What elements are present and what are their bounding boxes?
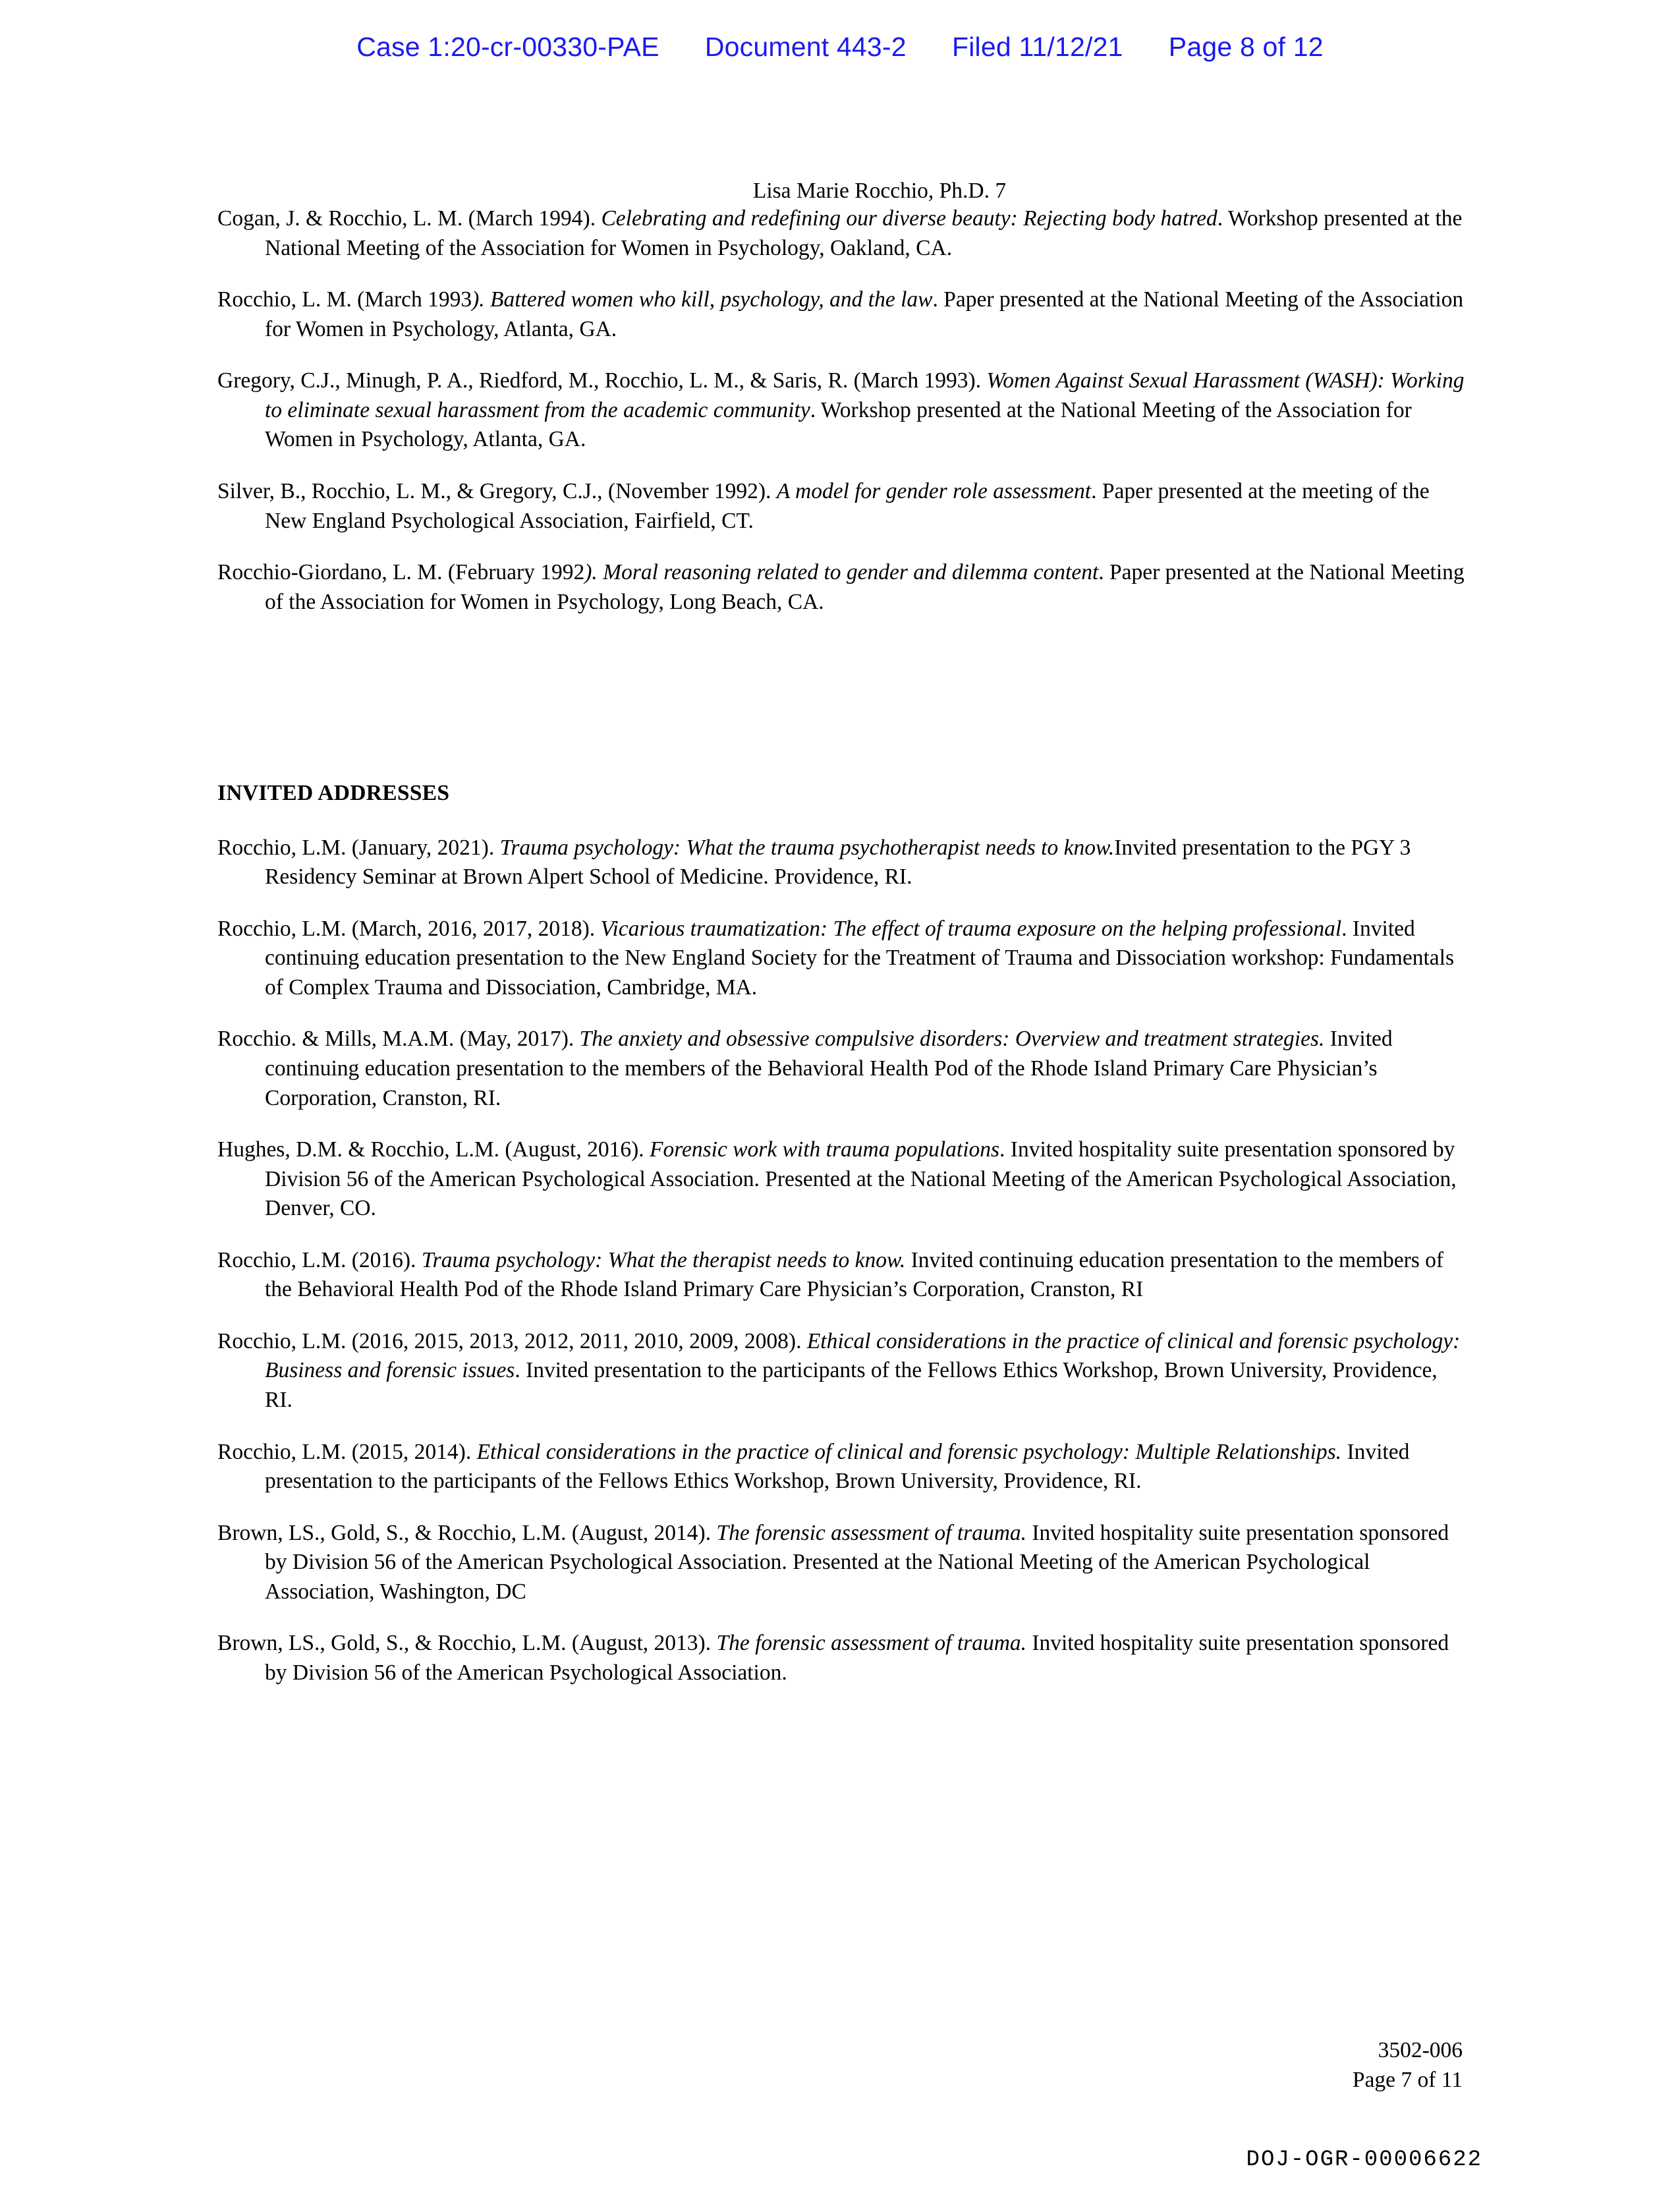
reference-authors-date: Silver, B., Rocchio, L. M., & Gregory, C.J., (November 1992). [217, 479, 777, 504]
reference-title: ). Battered women who kill, psychology, and the law [472, 287, 933, 312]
reference-authors-date: Rocchio, L. M. (March 1993 [217, 287, 472, 312]
reference-entry [217, 285, 1469, 344]
reference-entry [217, 1246, 1469, 1305]
reference-title: Ethical considerations in the practice of clinical and forensic psychology: Multiple Relationships. [476, 1439, 1342, 1464]
reference-authors-date: Rocchio, L.M. (2016, 2015, 2013, 2012, 2011, 2010, 2009, 2008). [217, 1328, 807, 1353]
reference-entry [217, 366, 1469, 455]
reference-title: Trauma psychology: What the trauma psychotherapist needs to know. [499, 835, 1115, 860]
reference-title: Forensic work with trauma populations [650, 1137, 1000, 1162]
reference-venue: . Invited continuing education presentation to the New England Society for the Treatment of Trauma and Dissociation workshop: Fundamentals of Complex Trauma and Dissociation, Cambridge, MA. [265, 916, 1454, 1000]
reference-venue: . Workshop presented at the National Meeting of the Association for Women in Psychology, Atlanta, GA. [265, 397, 1412, 452]
reference-venue: Invited continuing education presentation to the members of the Behavioral Health Pod of the Rhode Island Primary Care Physician’s Corporation, Cranston, RI. [265, 1027, 1393, 1110]
reference-venue: Invited hospitality suite presentation sponsored by Division 56 of the American Psychological Association. [265, 1631, 1449, 1685]
invited-addresses-list [217, 834, 1469, 1688]
reference-authors-date: Hughes, D.M. & Rocchio, L.M. (August, 2016). [217, 1137, 650, 1162]
reference-venue: . Workshop presented at the National Meeting of the Association for Women in Psychology, Oakland, CA. [265, 206, 1463, 260]
ecf-filed-date: Filed 11/12/21 [951, 32, 1123, 62]
reference-venue: Invited hospitality suite presentation sponsored by Division 56 of the American Psychological Association. Presented at the National Meeting of the American Psychological Association, Washington, DC [265, 1520, 1449, 1604]
reference-venue: Invited continuing education presentation to the members of the Behavioral Health Pod of the Rhode Island Primary Care Physician’s Corporation, Cranston, RI [265, 1247, 1444, 1302]
bates-number: DOJ-OGR-00006622 [1246, 2147, 1482, 2172]
reference-entry [217, 1135, 1469, 1224]
reference-title: The anxiety and obsessive compulsive disorders: Overview and treatment strategies. [579, 1027, 1325, 1052]
ecf-page-number: Page 8 of 12 [1168, 32, 1324, 62]
reference-authors-date: Rocchio. & Mills, M.A.M. (May, 2017). [217, 1027, 580, 1052]
reference-title: Vicarious traumatization: The effect of trauma exposure on the helping professional [600, 916, 1342, 941]
reference-authors-date: Brown, LS., Gold, S., & Rocchio, L.M. (August, 2013). [217, 1631, 717, 1656]
reference-authors-date: Rocchio, L.M. (2016). [217, 1247, 422, 1272]
reference-venue: . Paper presented at the National Meeting of the Association for Women in Psychology, Atlanta, GA. [265, 287, 1464, 341]
reference-title: The forensic assessment of trauma. [716, 1631, 1027, 1656]
reference-entry [217, 1025, 1469, 1113]
reference-title: ). Moral reasoning related to gender and dilemma content [584, 560, 1099, 585]
reference-entry [217, 1629, 1469, 1687]
ecf-case-stamp [0, 32, 1680, 63]
reference-entry [217, 1438, 1469, 1496]
reference-entry [217, 1327, 1469, 1415]
reference-venue: . Invited presentation to the participants of the Fellows Ethics Workshop, Brown University, Providence, RI. [265, 1358, 1438, 1412]
reference-entry [217, 834, 1469, 892]
reference-authors-date: Rocchio, L.M. (2015, 2014). [217, 1439, 477, 1464]
reference-venue: . Paper presented at the meeting of the New England Psychological Association, Fairfield, CT. [265, 479, 1430, 533]
reference-title: Celebrating and redefining our diverse beauty: Rejecting body hatred [601, 206, 1218, 231]
document-body [217, 178, 1469, 1710]
reference-entry [217, 915, 1469, 1003]
running-head: Lisa Marie Rocchio, Ph.D. 7 [752, 179, 1007, 203]
reference-authors-date: Gregory, C.J., Minugh, P. A., Riedford, M., Rocchio, L. M., & Saris, R. (March 1993). [217, 368, 987, 393]
reference-title: The forensic assessment of trauma. [716, 1520, 1027, 1545]
reference-title: Ethical considerations in the practice of clinical and forensic psychology: Business and forensic issues [265, 1328, 1461, 1383]
section-heading-invited-addresses: INVITED ADDRESSES [217, 781, 450, 806]
reference-title: Women Against Sexual Harassment (WASH): Working to eliminate sexual harassment from the academic community [265, 368, 1465, 422]
reference-entry [217, 204, 1469, 263]
reference-authors-date: Brown, LS., Gold, S., & Rocchio, L.M. (August, 2014). [217, 1520, 717, 1545]
publications-list [217, 204, 1469, 617]
reference-authors-date: Cogan, J. & Rocchio, L. M. (March 1994). [217, 206, 602, 231]
reference-venue: Invited presentation to the PGY 3 Residency Seminar at Brown Alpert School of Medicine. Providence, RI. [265, 835, 1411, 890]
section-spacer [217, 639, 1469, 718]
reference-authors-date: Rocchio, L.M. (March, 2016, 2017, 2018). [217, 916, 601, 941]
exhibit-number: 3502-006 [1378, 2037, 1463, 2062]
reference-entry [217, 1519, 1469, 1607]
reference-venue: . Paper presented at the National Meeting of the Association for Women in Psychology, Long Beach, CA. [265, 560, 1465, 614]
footer-page-label: Page 7 of 11 [1352, 2067, 1463, 2092]
reference-venue: Invited presentation to the participants of the Fellows Ethics Workshop, Brown University, Providence, RI. [265, 1439, 1410, 1494]
reference-authors-date: Rocchio-Giordano, L. M. (February 1992 [217, 560, 585, 585]
reference-entry [217, 477, 1469, 536]
ecf-case-number: Case 1:20-cr-00330-PAE [356, 32, 659, 62]
reference-entry [217, 558, 1469, 617]
reference-authors-date: Rocchio, L.M. (January, 2021). [217, 835, 500, 860]
reference-venue: . Invited hospitality suite presentation sponsored by Division 56 of the American Psychological Association. Presented at the National Meeting of the American Psychological Association, Denver, CO. [265, 1137, 1457, 1221]
document-footer [1353, 2035, 1463, 2095]
reference-title: Trauma psychology: What the therapist needs to know. [421, 1247, 906, 1272]
reference-title: A model for gender role assessment [776, 479, 1092, 504]
ecf-document-number: Document 443-2 [704, 32, 907, 62]
